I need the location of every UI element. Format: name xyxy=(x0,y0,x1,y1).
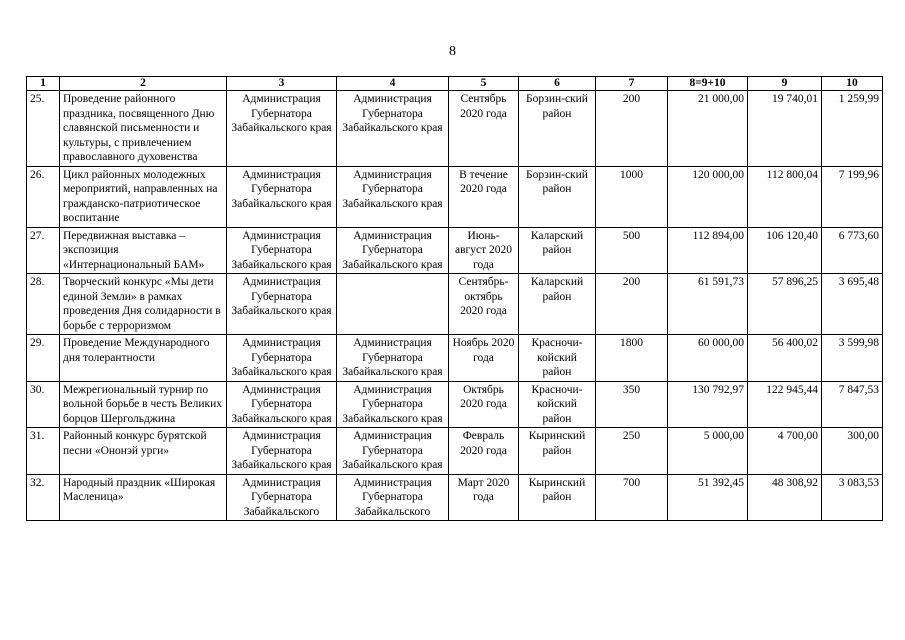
event-name: Народный праздник «Широкая Масленица» xyxy=(60,474,227,521)
amount-col-9: 56 400,02 xyxy=(748,335,822,382)
organizer: Администрация Губернатора Забайкальского края xyxy=(227,91,337,167)
col-header-6: 6 xyxy=(519,77,596,91)
organizer: Администрация Губернатора Забайкальского края xyxy=(227,428,337,475)
co-organizer: Администрация Губернатора Забайкальского края xyxy=(337,227,449,274)
co-organizer xyxy=(337,274,449,335)
col-header-4: 4 xyxy=(337,77,449,91)
organizer: Администрация Губернатора Забайкальского края xyxy=(227,335,337,382)
event-date: Сентябрь 2020 года xyxy=(449,91,519,167)
col-header-10: 10 xyxy=(822,77,883,91)
table-row xyxy=(27,428,883,475)
event-name: Творческий конкурс «Мы дети единой Земли» в рамках проведения Дня солидарности в борьбе с терроризмом xyxy=(60,274,227,335)
col-header-7: 7 xyxy=(596,77,668,91)
organizer: Администрация Губернатора Забайкальского края xyxy=(227,227,337,274)
row-number: 26. xyxy=(27,166,60,227)
total-amount: 5 000,00 xyxy=(668,428,748,475)
col-header-8: 8=9+10 xyxy=(668,77,748,91)
total-amount: 61 591,73 xyxy=(668,274,748,335)
event-date: Март 2020 года xyxy=(449,474,519,521)
event-place: Каларский район xyxy=(519,227,596,274)
col-header-9: 9 xyxy=(748,77,822,91)
total-amount: 130 792,97 xyxy=(668,381,748,428)
table-row xyxy=(27,166,883,227)
event-place: Борзин-ский район xyxy=(519,91,596,167)
table-row xyxy=(27,381,883,428)
event-name: Цикл районных молодежных мероприятий, направленных на гражданско-патриотическое воспитание xyxy=(60,166,227,227)
total-amount: 60 000,00 xyxy=(668,335,748,382)
participants-count: 200 xyxy=(596,274,668,335)
event-date: Октябрь 2020 года xyxy=(449,381,519,428)
event-place: Борзин-ский район xyxy=(519,166,596,227)
col-header-5: 5 xyxy=(449,77,519,91)
event-name: Межрегиональный турнир по вольной борьбе в честь Великих борцов Шергольджина xyxy=(60,381,227,428)
amount-col-9: 122 945,44 xyxy=(748,381,822,428)
row-number: 28. xyxy=(27,274,60,335)
amount-col-9: 57 896,25 xyxy=(748,274,822,335)
participants-count: 500 xyxy=(596,227,668,274)
row-number: 27. xyxy=(27,227,60,274)
event-name: Проведение Международного дня толерантности xyxy=(60,335,227,382)
amount-col-10: 7 847,53 xyxy=(822,381,883,428)
co-organizer: Администрация Губернатора Забайкальского края xyxy=(337,428,449,475)
participants-count: 250 xyxy=(596,428,668,475)
co-organizer: Администрация Губернатора Забайкальского края xyxy=(337,91,449,167)
col-header-3: 3 xyxy=(227,77,337,91)
col-header-1: 1 xyxy=(27,77,60,91)
participants-count: 1000 xyxy=(596,166,668,227)
co-organizer: Администрация Губернатора Забайкальского края xyxy=(337,381,449,428)
row-number: 32. xyxy=(27,474,60,521)
event-place: Красночи-койский район xyxy=(519,381,596,428)
participants-count: 700 xyxy=(596,474,668,521)
event-name: Районный конкурс бурятской песни «Ононэй урги» xyxy=(60,428,227,475)
amount-col-9: 106 120,40 xyxy=(748,227,822,274)
organizer: Администрация Губернатора Забайкальского края xyxy=(227,381,337,428)
amount-col-10: 300,00 xyxy=(822,428,883,475)
participants-count: 1800 xyxy=(596,335,668,382)
row-number: 30. xyxy=(27,381,60,428)
amount-col-10: 3 695,48 xyxy=(822,274,883,335)
participants-count: 350 xyxy=(596,381,668,428)
event-place: Красночи-койский район xyxy=(519,335,596,382)
table-row xyxy=(27,91,883,167)
event-place: Кыринский район xyxy=(519,428,596,475)
amount-col-10: 3 599,98 xyxy=(822,335,883,382)
header-row xyxy=(27,77,883,91)
table-row xyxy=(27,227,883,274)
event-name: Проведение районного праздника, посвященного Дню славянской письменности и культуры, с привлечением православного духовенства xyxy=(60,91,227,167)
row-number: 29. xyxy=(27,335,60,382)
amount-col-10: 7 199,96 xyxy=(822,166,883,227)
event-date: Февраль 2020 года xyxy=(449,428,519,475)
amount-col-10: 1 259,99 xyxy=(822,91,883,167)
co-organizer: Администрация Губернатора Забайкальского края xyxy=(337,335,449,382)
event-place: Каларский район xyxy=(519,274,596,335)
event-name: Передвижная выставка – экспозиция «Интернациональный БАМ» xyxy=(60,227,227,274)
organizer: Администрация Губернатора Забайкальского xyxy=(227,474,337,521)
event-date: Ноябрь 2020 года xyxy=(449,335,519,382)
organizer: Администрация Губернатора Забайкальского края xyxy=(227,274,337,335)
total-amount: 112 894,00 xyxy=(668,227,748,274)
amount-col-9: 4 700,00 xyxy=(748,428,822,475)
organizer: Администрация Губернатора Забайкальского края xyxy=(227,166,337,227)
co-organizer: Администрация Губернатора Забайкальского xyxy=(337,474,449,521)
total-amount: 21 000,00 xyxy=(668,91,748,167)
page-number: 8 xyxy=(449,44,456,59)
total-amount: 51 392,45 xyxy=(668,474,748,521)
amount-col-9: 19 740,01 xyxy=(748,91,822,167)
amount-col-9: 48 308,92 xyxy=(748,474,822,521)
table-row xyxy=(27,335,883,382)
event-date: В течение 2020 года xyxy=(449,166,519,227)
row-number: 25. xyxy=(27,91,60,167)
amount-col-10: 3 083,53 xyxy=(822,474,883,521)
event-date: Июнь-август 2020 года xyxy=(449,227,519,274)
amount-col-10: 6 773,60 xyxy=(822,227,883,274)
table-row xyxy=(27,274,883,335)
total-amount: 120 000,00 xyxy=(668,166,748,227)
event-place: Кыринский район xyxy=(519,474,596,521)
participants-count: 200 xyxy=(596,91,668,167)
event-date: Сентябрь-октябрь 2020 года xyxy=(449,274,519,335)
col-header-2: 2 xyxy=(60,77,227,91)
row-number: 31. xyxy=(27,428,60,475)
events-table xyxy=(26,76,883,521)
amount-col-9: 112 800,04 xyxy=(748,166,822,227)
table-row xyxy=(27,474,883,521)
co-organizer: Администрация Губернатора Забайкальского края xyxy=(337,166,449,227)
